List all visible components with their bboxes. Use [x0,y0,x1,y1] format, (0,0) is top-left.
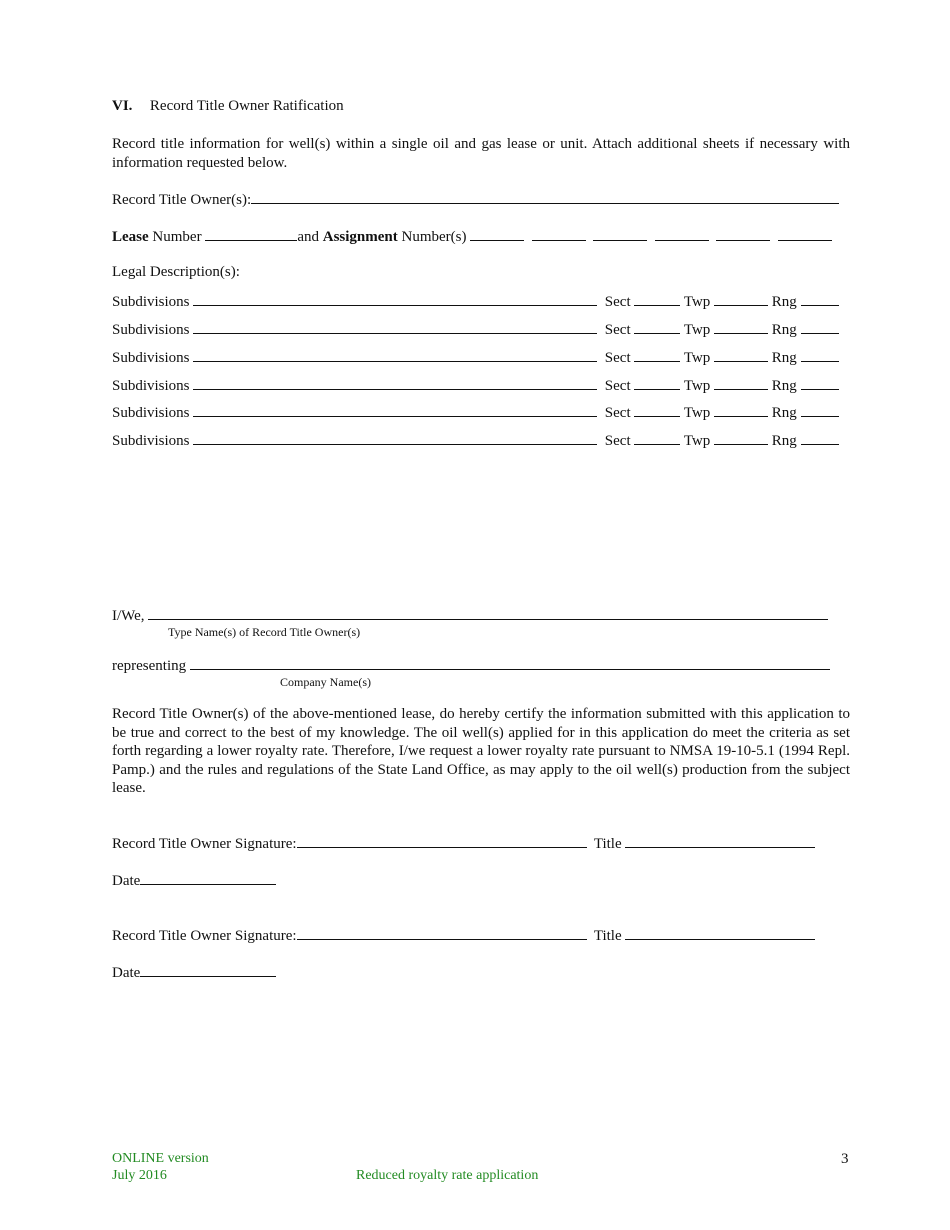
twp-label: Twp [683,322,711,338]
subdivision-row [112,320,839,339]
twp-label: Twp [683,294,711,310]
subdivisions-field[interactable] [193,376,597,390]
signature-field[interactable] [297,834,587,848]
owner-names-caption: Type Name(s) of Record Title Owner(s) [168,625,361,639]
certification-paragraph: Record Title Owner(s) of the above-mentioned lease, do hereby certify the information submitted with this application to be true and correct to the best of my knowledge. The oil well(s) applied for in this application do meet the criteria as set forth regarding a lower royalty rate. Therefore, I/we request a lower royalty rate pursuant to NMSA 19-10-5.1 (1994 Repl. Pamp.) and the rules and regulations of the State Land Office, as may apply to the oil well(s) production from the subject lease. [112,706,850,796]
sect-field[interactable] [634,320,680,334]
rng-field[interactable] [801,292,839,306]
sect-label: Sect [604,322,631,338]
title-label: Title [593,928,622,944]
footer-date: July 2016 [112,1168,167,1183]
rng-field[interactable] [801,403,839,417]
page-number: 3 [841,1151,849,1167]
date-label: Date [112,873,141,889]
subdivisions-label: Subdivisions [112,433,190,449]
rng-field[interactable] [801,376,839,390]
sect-field[interactable] [634,431,680,445]
subdivisions-label: Subdivisions [112,378,190,394]
owner-names-field[interactable] [148,606,828,620]
section-number: VI. [112,98,133,114]
lease-number-field[interactable] [205,227,297,241]
company-names-field[interactable] [190,656,830,670]
rng-field[interactable] [801,431,839,445]
twp-field[interactable] [714,348,768,362]
sect-label: Sect [604,294,631,310]
subdivisions-label: Subdivisions [112,322,190,338]
date-label: Date [112,965,141,981]
subdivisions-field[interactable] [193,431,597,445]
assignment-numbers-label: Number(s) [401,229,467,245]
twp-field[interactable] [714,320,768,334]
section-heading [112,98,344,115]
representing-label: representing [112,658,187,674]
subdivisions-field[interactable] [193,292,597,306]
subdivision-row [112,431,839,450]
assignment-number-field[interactable] [593,227,647,241]
lease-number-label: Number [152,229,202,245]
legal-description-label: Legal Description(s): [112,264,240,280]
subdivisions-label: Subdivisions [112,405,190,421]
subdivisions-field[interactable] [193,320,597,334]
twp-label: Twp [683,405,711,421]
assignment-number-field[interactable] [470,227,524,241]
signature-label: Record Title Owner Signature: [112,928,297,944]
sect-label: Sect [604,405,631,421]
assignment-number-field[interactable] [716,227,770,241]
twp-label: Twp [683,350,711,366]
sect-field[interactable] [634,292,680,306]
twp-label: Twp [683,378,711,394]
twp-field[interactable] [714,431,768,445]
lease-bold-label: Lease [112,229,149,245]
date-row [112,963,276,982]
twp-field[interactable] [714,376,768,390]
title-field[interactable] [625,834,815,848]
signature-row [112,926,815,945]
rng-field[interactable] [801,348,839,362]
subdivisions-label: Subdivisions [112,350,190,366]
subdivisions-field[interactable] [193,348,597,362]
assignment-number-field[interactable] [532,227,586,241]
assignment-bold-label: Assignment [322,229,398,245]
subdivisions-field[interactable] [193,403,597,417]
subdivision-row [112,348,839,367]
iwe-row [112,606,828,625]
owners-field[interactable] [251,190,839,204]
date-field[interactable] [140,871,276,885]
sect-field[interactable] [634,403,680,417]
subdivision-row [112,403,839,422]
and-text: and [297,229,319,245]
assignment-number-field[interactable] [778,227,832,241]
signature-label: Record Title Owner Signature: [112,836,297,852]
sect-field[interactable] [634,376,680,390]
sect-label: Sect [604,378,631,394]
date-row [112,871,276,890]
assignment-number-field[interactable] [655,227,709,241]
footer-version: ONLINE version [112,1151,209,1166]
rng-label: Rng [771,350,797,366]
company-names-caption: Company Name(s) [280,675,371,689]
lease-row [112,227,832,246]
owners-label: Record Title Owner(s): [112,192,252,208]
rng-label: Rng [771,322,797,338]
rng-label: Rng [771,378,797,394]
footer-form-name: Reduced royalty rate application [356,1168,539,1183]
signature-field[interactable] [297,926,587,940]
sect-label: Sect [604,433,631,449]
intro-paragraph: Record title information for well(s) within a single oil and gas lease or unit. Attach additional sheets if necessary with information requested below. [112,136,850,171]
section-title: Record Title Owner Ratification [149,98,344,114]
sect-field[interactable] [634,348,680,362]
twp-label: Twp [683,433,711,449]
title-label: Title [593,836,622,852]
subdivision-row [112,376,839,395]
signature-row [112,834,815,853]
twp-field[interactable] [714,292,768,306]
rng-field[interactable] [801,320,839,334]
title-field[interactable] [625,926,815,940]
twp-field[interactable] [714,403,768,417]
rng-label: Rng [771,433,797,449]
owners-row [112,190,839,209]
rng-label: Rng [771,405,797,421]
representing-row [112,656,830,675]
sect-label: Sect [604,350,631,366]
subdivisions-label: Subdivisions [112,294,190,310]
iwe-label: I/We, [112,608,145,624]
subdivision-row [112,292,839,311]
date-field[interactable] [140,963,276,977]
rng-label: Rng [771,294,797,310]
